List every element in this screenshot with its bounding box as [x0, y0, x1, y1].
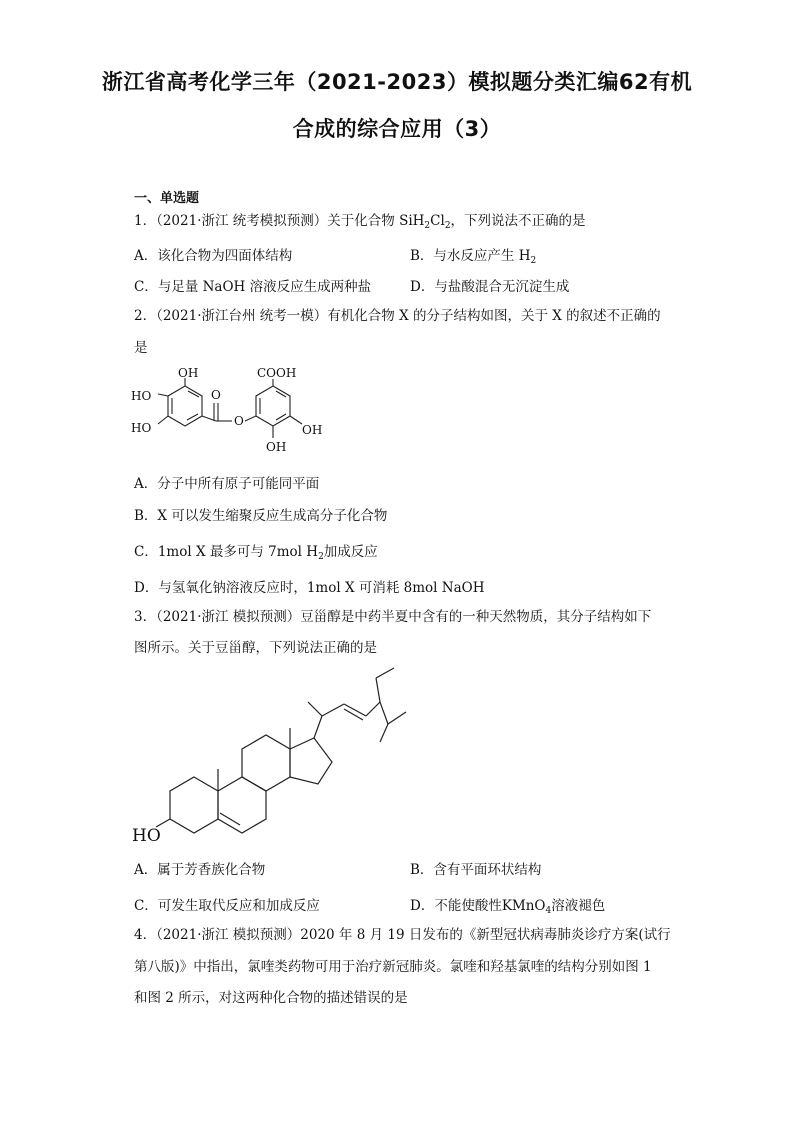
question-2-option-b: B．X 可以发生缩聚反应生成高分子化合物 [134, 508, 388, 524]
ester-o-label: O [234, 414, 244, 428]
oh-top-label: OH [178, 366, 199, 380]
question-1-option-b: B．与水反应产生 $H_2$ [410, 248, 537, 266]
question-2-stem-line2: 是 [134, 340, 148, 356]
question-2-option-d: D．与氢氧化钠溶液反应时，1mol X 可消耗 8mol NaOH [134, 580, 485, 596]
question-1-option-d: D．与盐酸混合无沉淀生成 [410, 279, 570, 295]
carbonyl-o-label: O [211, 388, 221, 402]
stigmasterol-structure [128, 660, 418, 850]
cooh-label: COOH [257, 366, 297, 380]
section-heading: 一、单选题 [134, 191, 200, 206]
question-1-option-a: A．该化合物为四面体结构 [134, 248, 293, 264]
question-2-option-c: C．1mol X 最多可与 7mol $H_2$加成反应 [134, 544, 378, 562]
question-3-option-a: A．属于芳香族化合物 [134, 862, 266, 878]
question-4-stem-line1: 4．（2021·浙江 模拟预测）2020 年 8 月 19 日发布的《新型冠状病毒肺炎诊疗方案(试行 [134, 927, 671, 943]
page-title-line2: 合成的综合应用（3） [292, 117, 502, 141]
question-3-stem-line2: 图所示。关于豆甾醇，下列说法正确的是 [134, 640, 377, 656]
question-4-stem-line3: 和图 2 所示，对这两种化合物的描述错误的是 [134, 990, 408, 1006]
compound-x-structure [128, 364, 328, 464]
question-3-stem-line1: 3．（2021·浙江 模拟预测）豆甾醇是中药半夏中含有的一种天然物质，其分子结构如下 [134, 609, 652, 625]
ho-left-upper-label: HO [131, 389, 152, 403]
question-2-option-a: A．分子中所有原子可能同平面 [134, 476, 320, 492]
page-title-line1: 浙江省高考化学三年（2021-2023）模拟题分类汇编62有机 [101, 70, 693, 94]
oh-bottom-label: OH [266, 440, 287, 454]
question-3-option-c: C．可发生取代反应和加成反应 [134, 898, 320, 914]
oh-right-label: OH [302, 423, 323, 437]
question-1-stem: 1．（2021·浙江 统考模拟预测）关于化合物 $SiH_2Cl_2$，下列说法不正确的是 [134, 213, 586, 231]
question-1-option-c: C．与足量 NaOH 溶液反应生成两种盐 [134, 279, 372, 295]
ho-label: HO [132, 826, 161, 846]
question-3-option-b: B．含有平面环状结构 [410, 862, 542, 878]
question-2-stem-line1: 2．（2021·浙江台州 统考一模）有机化合物 X 的分子结构如图，关于 X 的叙述不正确的 [134, 308, 661, 324]
question-3-option-d: D．不能使酸性KMnO$_4$溶液褪色 [410, 898, 606, 916]
question-4-stem-line2: 第八版)》中指出，氯喹类药物可用于治疗新冠肺炎。氯喹和羟基氯喹的结构分别如图 1 [134, 959, 652, 975]
ho-left-lower-label: HO [131, 421, 152, 435]
